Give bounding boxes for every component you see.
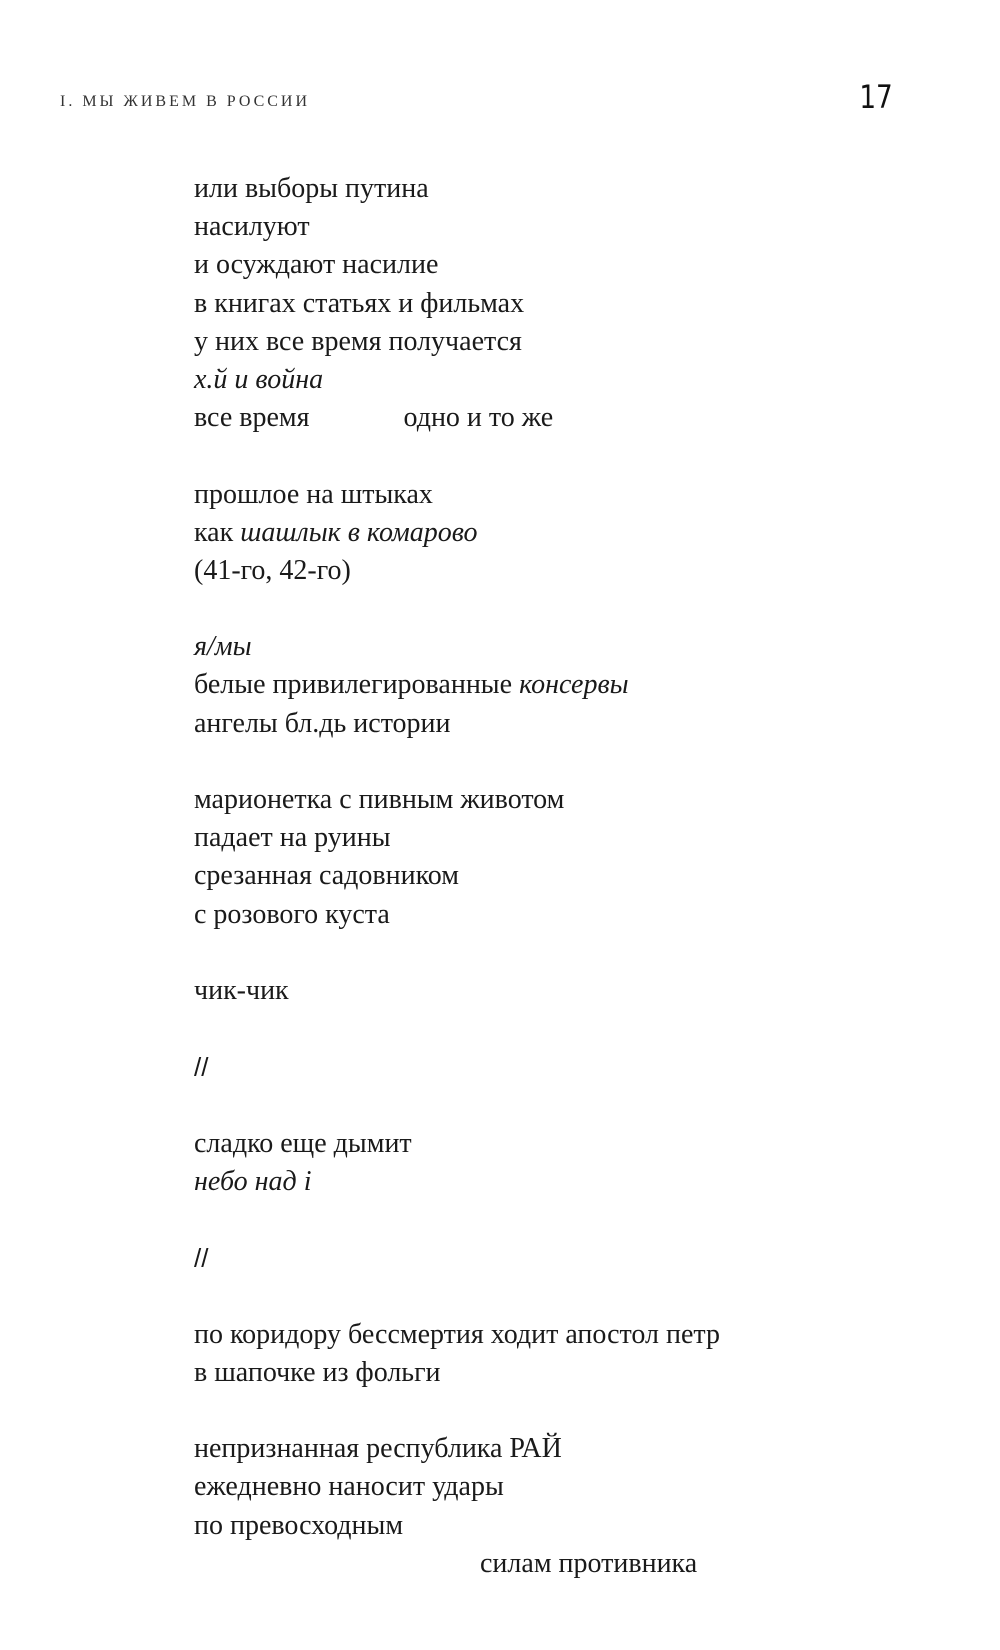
- poem-line: ангелы бл.дь истории: [194, 707, 451, 739]
- poem-line: [194, 399, 954, 437]
- section-separator: //: [194, 1052, 209, 1083]
- poem-line: по коридору бессмертия ходит апостол петр: [194, 1318, 720, 1350]
- poem-fragment-italic: шашлык в комарово: [240, 516, 478, 548]
- stanza-break: [194, 1277, 954, 1315]
- stanza-break: [194, 1201, 954, 1239]
- poem-line: с розового куста: [194, 898, 390, 930]
- poem-line-italic: х.й и война: [194, 363, 324, 395]
- poem-line: падает на руины: [194, 822, 391, 854]
- poem-line: по превосходным: [194, 1509, 404, 1541]
- poem-line: непризнанная республика РАЙ: [194, 1433, 562, 1465]
- poem-line: прошлое на штыках: [194, 478, 433, 510]
- poem-line: [194, 514, 954, 552]
- poem-body: [194, 170, 954, 1583]
- stanza-break: [194, 743, 954, 781]
- poem-fragment-italic: консервы: [519, 669, 629, 701]
- poem-fragment: одно и то же: [403, 402, 554, 434]
- stanza-break: [194, 1010, 954, 1048]
- poem-line: и осуждают насилие: [194, 249, 439, 281]
- poem-line-italic: я/мы: [194, 631, 252, 663]
- poem-line: (41-го, 42-го): [194, 554, 351, 586]
- poem-fragment: силам противника: [480, 1547, 698, 1579]
- poem-line: ежедневно наносит удары: [194, 1471, 504, 1503]
- poem-fragment: белые привилегированные: [194, 669, 520, 701]
- poem-line-italic: небо над і: [194, 1165, 312, 1197]
- poem-line: в шапочке из фольги: [194, 1356, 441, 1388]
- poem-line: [194, 666, 954, 704]
- poem-line: [194, 1545, 954, 1583]
- poem-fragment: все время: [194, 402, 310, 434]
- poem-line: марионетка с пивным животом: [194, 784, 565, 815]
- poem-line: в книгах статьях и фильмах: [194, 287, 525, 319]
- page-number: 17: [859, 78, 893, 116]
- poem-line: у них все время получается: [194, 325, 522, 357]
- stanza-break: [194, 934, 954, 972]
- section-separator: //: [194, 1243, 209, 1274]
- stanza-break: [194, 437, 954, 475]
- stanza-break: [194, 590, 954, 628]
- poem-line: насилуют: [194, 211, 310, 243]
- poem-line: чик-чик: [194, 974, 289, 1006]
- stanza-break: [194, 1087, 954, 1125]
- poem-line: срезанная садовником: [194, 860, 459, 892]
- poem-line: или выборы путина: [194, 173, 429, 204]
- running-head: I. МЫ ЖИВЕМ В РОССИИ: [60, 93, 311, 110]
- poem-fragment: как: [194, 516, 241, 548]
- stanza-break: [194, 1392, 954, 1430]
- poem-line: сладко еще дымит: [194, 1127, 412, 1159]
